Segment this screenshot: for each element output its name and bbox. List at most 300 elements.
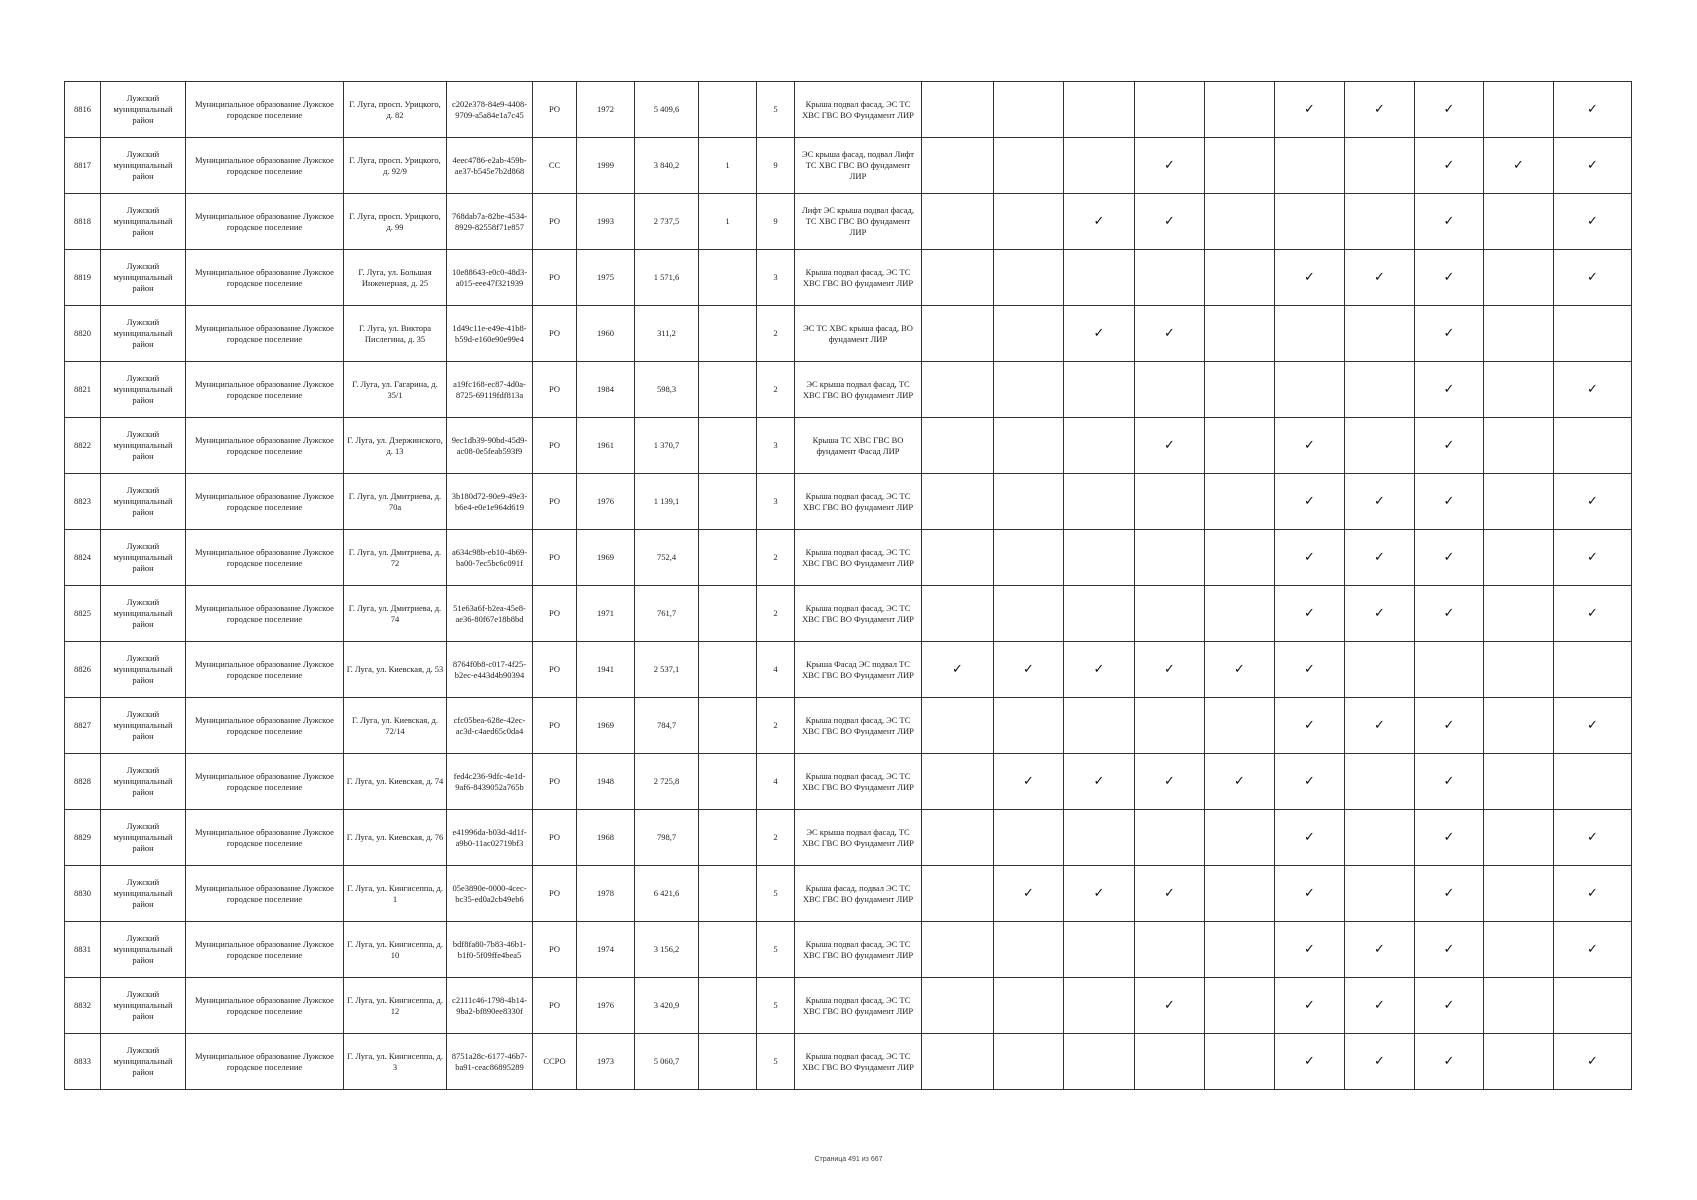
district-cell: Лужский муниципальный район	[101, 306, 186, 362]
work-check-cell-2	[994, 866, 1064, 922]
fias-id-cell: e41996da-b03d-4d1f-a9b0-11ac02719bf3	[447, 810, 533, 866]
works-list-cell: ЭС крыша фасад, подвал Лифт ТС ХВС ГВС ВО фундамент ЛИР	[795, 138, 922, 194]
municipality-cell: Муниципальное образование Лужское городское поселение	[186, 586, 344, 642]
work-check-cell-5	[1205, 642, 1275, 698]
build-year-cell: 1972	[577, 82, 635, 138]
work-check-cell-10	[1554, 642, 1632, 698]
work-check-cell-8	[1415, 866, 1484, 922]
checkmark-icon: ✓	[1374, 494, 1385, 509]
checkmark-icon: ✓	[1443, 158, 1455, 173]
municipality-cell: Муниципальное образование Лужское городское поселение	[186, 306, 344, 362]
area-cell: 598,3	[635, 362, 699, 418]
lift-count-cell	[699, 586, 757, 642]
checkmark-icon: ✓	[1587, 102, 1598, 117]
work-check-cell-9	[1484, 810, 1554, 866]
work-check-cell-4	[1135, 922, 1205, 978]
work-check-cell-1	[922, 418, 994, 474]
lift-count-cell	[699, 1034, 757, 1090]
work-check-cell-1	[922, 474, 994, 530]
floors-cell: 4	[757, 754, 795, 810]
work-check-cell-7	[1345, 698, 1415, 754]
row-number: 8820	[65, 306, 101, 362]
district-cell: Лужский муниципальный район	[101, 474, 186, 530]
fias-id-cell: 8751a28c-6177-46b7-ba91-ceac86895289	[447, 1034, 533, 1090]
district-cell: Лужский муниципальный район	[101, 810, 186, 866]
work-check-cell-7	[1345, 530, 1415, 586]
floors-cell: 5	[757, 1034, 795, 1090]
checkmark-icon: ✓	[1164, 158, 1175, 173]
lift-count-cell	[699, 810, 757, 866]
work-check-cell-1	[922, 754, 994, 810]
checkmark-icon: ✓	[1164, 326, 1175, 341]
ownership-type-cell: РО	[533, 474, 577, 530]
work-check-cell-8	[1415, 82, 1484, 138]
row-number: 8822	[65, 418, 101, 474]
municipality-cell: Муниципальное образование Лужское городское поселение	[186, 642, 344, 698]
work-check-cell-3	[1064, 138, 1135, 194]
work-check-cell-4	[1135, 306, 1205, 362]
row-number: 8828	[65, 754, 101, 810]
work-check-cell-3	[1064, 474, 1135, 530]
checkmark-icon: ✓	[1374, 998, 1385, 1013]
work-check-cell-8	[1415, 978, 1484, 1034]
checkmark-icon: ✓	[1587, 550, 1598, 565]
work-check-cell-1	[922, 82, 994, 138]
checkmark-icon: ✓	[1443, 326, 1455, 341]
work-check-cell-8	[1415, 642, 1484, 698]
checkmark-icon: ✓	[1443, 382, 1455, 397]
work-check-cell-8	[1415, 418, 1484, 474]
fias-id-cell: c2111c46-1798-4b14-9ba2-bf890ee8330f	[447, 978, 533, 1034]
checkmark-icon: ✓	[1304, 606, 1315, 621]
work-check-cell-9	[1484, 642, 1554, 698]
work-check-cell-4	[1135, 474, 1205, 530]
works-list-cell: Крыша ТС ХВС ГВС ВО фундамент Фасад ЛИР	[795, 418, 922, 474]
work-check-cell-4	[1135, 866, 1205, 922]
floors-cell: 9	[757, 194, 795, 250]
fias-id-cell: 05e3890e-0000-4cec-bc35-ed0a2cb49eb6	[447, 866, 533, 922]
work-check-cell-3	[1064, 306, 1135, 362]
fias-id-cell: a19fc168-ec87-4d0a-8725-69119fdf813a	[447, 362, 533, 418]
ownership-type-cell: РО	[533, 306, 577, 362]
work-check-cell-7	[1345, 978, 1415, 1034]
district-cell: Лужский муниципальный район	[101, 250, 186, 306]
work-check-cell-7	[1345, 866, 1415, 922]
work-check-cell-8	[1415, 530, 1484, 586]
area-cell: 2 737,5	[635, 194, 699, 250]
build-year-cell: 1973	[577, 1034, 635, 1090]
address-cell: Г. Луга, просп. Урицкого, д. 92/9	[344, 138, 447, 194]
work-check-cell-1	[922, 362, 994, 418]
build-year-cell: 1984	[577, 362, 635, 418]
floors-cell: 3	[757, 418, 795, 474]
work-check-cell-1	[922, 810, 994, 866]
work-check-cell-1	[922, 250, 994, 306]
work-check-cell-9	[1484, 922, 1554, 978]
work-check-cell-9	[1484, 1034, 1554, 1090]
work-check-cell-5	[1205, 866, 1275, 922]
work-check-cell-3	[1064, 810, 1135, 866]
work-check-cell-10	[1554, 530, 1632, 586]
municipality-cell: Муниципальное образование Лужское городское поселение	[186, 194, 344, 250]
works-list-cell: Крыша Фасад ЭС подвал ТС ХВС ГВС ВО Фундамент ЛИР	[795, 642, 922, 698]
checkmark-icon: ✓	[1304, 550, 1315, 565]
work-check-cell-9	[1484, 418, 1554, 474]
checkmark-icon: ✓	[1304, 942, 1315, 957]
checkmark-icon: ✓	[1443, 774, 1455, 789]
build-year-cell: 1974	[577, 922, 635, 978]
checkmark-icon: ✓	[1164, 774, 1175, 789]
works-list-cell: ЭС крыша подвал фасад, ТС ХВС ГВС ВО фундамент ЛИР	[795, 362, 922, 418]
work-check-cell-7	[1345, 194, 1415, 250]
district-cell: Лужский муниципальный район	[101, 642, 186, 698]
district-cell: Лужский муниципальный район	[101, 530, 186, 586]
district-cell: Лужский муниципальный район	[101, 978, 186, 1034]
build-year-cell: 1978	[577, 866, 635, 922]
checkmark-icon: ✓	[1374, 270, 1385, 285]
work-check-cell-10	[1554, 362, 1632, 418]
work-check-cell-2	[994, 754, 1064, 810]
district-cell: Лужский муниципальный район	[101, 586, 186, 642]
area-cell: 3 840,2	[635, 138, 699, 194]
lift-count-cell: 1	[699, 194, 757, 250]
work-check-cell-7	[1345, 922, 1415, 978]
work-check-cell-9	[1484, 586, 1554, 642]
checkmark-icon: ✓	[1304, 718, 1315, 733]
row-number: 8819	[65, 250, 101, 306]
work-check-cell-2	[994, 418, 1064, 474]
work-check-cell-4	[1135, 418, 1205, 474]
fias-id-cell: 8764f0b8-c017-4f25-b2ec-e443d4b90394	[447, 642, 533, 698]
work-check-cell-3	[1064, 82, 1135, 138]
area-cell: 798,7	[635, 810, 699, 866]
work-check-cell-2	[994, 1034, 1064, 1090]
checkmark-icon: ✓	[1443, 438, 1455, 453]
checkmark-icon: ✓	[1304, 438, 1315, 453]
area-cell: 1 370,7	[635, 418, 699, 474]
work-check-cell-9	[1484, 754, 1554, 810]
work-check-cell-10	[1554, 250, 1632, 306]
district-cell: Лужский муниципальный район	[101, 866, 186, 922]
work-check-cell-6	[1275, 194, 1345, 250]
checkmark-icon: ✓	[1587, 494, 1598, 509]
work-check-cell-6	[1275, 530, 1345, 586]
works-list-cell: ЭС крыша подвал фасад, ТС ХВС ГВС ВО Фундамент ЛИР	[795, 810, 922, 866]
work-check-cell-8	[1415, 250, 1484, 306]
work-check-cell-7	[1345, 250, 1415, 306]
fias-id-cell: 9ec1db39-90bd-45d9-ac08-0e5feab593f9	[447, 418, 533, 474]
lift-count-cell	[699, 922, 757, 978]
district-cell: Лужский муниципальный район	[101, 1034, 186, 1090]
address-cell: Г. Луга, ул. Киевская, д. 72/14	[344, 698, 447, 754]
work-check-cell-8	[1415, 362, 1484, 418]
fias-id-cell: 1d49c11e-e49e-41b8-b59d-e160e90e99e4	[447, 306, 533, 362]
work-check-cell-4	[1135, 194, 1205, 250]
build-year-cell: 1969	[577, 698, 635, 754]
work-check-cell-2	[994, 586, 1064, 642]
work-check-cell-7	[1345, 754, 1415, 810]
district-cell: Лужский муниципальный район	[101, 698, 186, 754]
floors-cell: 2	[757, 586, 795, 642]
table-row	[65, 978, 1632, 1034]
area-cell: 5 060,7	[635, 1034, 699, 1090]
work-check-cell-6	[1275, 418, 1345, 474]
works-list-cell: Крыша подвал фасад, ЭС ТС ХВС ГВС ВО фундамент ЛИР	[795, 922, 922, 978]
checkmark-icon: ✓	[1234, 774, 1245, 789]
work-check-cell-2	[994, 642, 1064, 698]
work-check-cell-7	[1345, 586, 1415, 642]
row-number: 8827	[65, 698, 101, 754]
municipality-cell: Муниципальное образование Лужское городское поселение	[186, 138, 344, 194]
work-check-cell-6	[1275, 1034, 1345, 1090]
floors-cell: 5	[757, 82, 795, 138]
work-check-cell-6	[1275, 922, 1345, 978]
work-check-cell-3	[1064, 978, 1135, 1034]
address-cell: Г. Луга, ул. Киевская, д. 74	[344, 754, 447, 810]
ownership-type-cell: РО	[533, 642, 577, 698]
checkmark-icon: ✓	[1374, 102, 1385, 117]
floors-cell: 2	[757, 530, 795, 586]
work-check-cell-3	[1064, 418, 1135, 474]
work-check-cell-4	[1135, 250, 1205, 306]
address-cell: Г. Луга, ул. Гагарина, д. 35/1	[344, 362, 447, 418]
table-row	[65, 866, 1632, 922]
work-check-cell-6	[1275, 754, 1345, 810]
work-check-cell-1	[922, 642, 994, 698]
work-check-cell-6	[1275, 866, 1345, 922]
address-cell: Г. Луга, ул. Киевская, д. 76	[344, 810, 447, 866]
work-check-cell-10	[1554, 586, 1632, 642]
table-row	[65, 530, 1632, 586]
work-check-cell-1	[922, 306, 994, 362]
work-check-cell-4	[1135, 530, 1205, 586]
ownership-type-cell: РО	[533, 418, 577, 474]
work-check-cell-5	[1205, 250, 1275, 306]
checkmark-icon: ✓	[1587, 886, 1598, 901]
area-cell: 784,7	[635, 698, 699, 754]
lift-count-cell	[699, 362, 757, 418]
district-cell: Лужский муниципальный район	[101, 194, 186, 250]
district-cell: Лужский муниципальный район	[101, 82, 186, 138]
works-list-cell: Крыша подвал фасад, ЭС ТС ХВС ГВС ВО Фундамент ЛИР	[795, 586, 922, 642]
checkmark-icon: ✓	[1093, 662, 1105, 677]
district-cell: Лужский муниципальный район	[101, 362, 186, 418]
work-check-cell-1	[922, 978, 994, 1034]
work-check-cell-1	[922, 698, 994, 754]
work-check-cell-2	[994, 474, 1064, 530]
build-year-cell: 1971	[577, 586, 635, 642]
table-row	[65, 82, 1632, 138]
district-cell: Лужский муниципальный район	[101, 418, 186, 474]
work-check-cell-2	[994, 922, 1064, 978]
work-check-cell-8	[1415, 194, 1484, 250]
work-check-cell-2	[994, 978, 1064, 1034]
checkmark-icon: ✓	[1164, 886, 1175, 901]
address-cell: Г. Луга, ул. Дзержинского, д. 13	[344, 418, 447, 474]
build-year-cell: 1976	[577, 978, 635, 1034]
area-cell: 311,2	[635, 306, 699, 362]
ownership-type-cell: РО	[533, 978, 577, 1034]
row-number: 8826	[65, 642, 101, 698]
work-check-cell-6	[1275, 474, 1345, 530]
work-check-cell-10	[1554, 810, 1632, 866]
area-cell: 3 156,2	[635, 922, 699, 978]
ownership-type-cell: РО	[533, 362, 577, 418]
area-cell: 1 571,6	[635, 250, 699, 306]
work-check-cell-3	[1064, 1034, 1135, 1090]
area-cell: 761,7	[635, 586, 699, 642]
checkmark-icon: ✓	[1304, 102, 1315, 117]
work-check-cell-4	[1135, 586, 1205, 642]
work-check-cell-9	[1484, 978, 1554, 1034]
work-check-cell-4	[1135, 642, 1205, 698]
work-check-cell-8	[1415, 474, 1484, 530]
address-cell: Г. Луга, ул. Большая Инженерная, д. 25	[344, 250, 447, 306]
floors-cell: 2	[757, 698, 795, 754]
municipality-cell: Муниципальное образование Лужское городское поселение	[186, 922, 344, 978]
work-check-cell-3	[1064, 250, 1135, 306]
work-check-cell-9	[1484, 474, 1554, 530]
checkmark-icon: ✓	[1304, 886, 1315, 901]
work-check-cell-10	[1554, 698, 1632, 754]
work-check-cell-3	[1064, 642, 1135, 698]
fias-id-cell: 768dab7a-82be-4534-8929-82558f71e857	[447, 194, 533, 250]
work-check-cell-3	[1064, 866, 1135, 922]
area-cell: 2 725,8	[635, 754, 699, 810]
area-cell: 2 537,1	[635, 642, 699, 698]
work-check-cell-8	[1415, 810, 1484, 866]
floors-cell: 2	[757, 362, 795, 418]
work-check-cell-9	[1484, 306, 1554, 362]
address-cell: Г. Луга, ул. Виктора Пислегина, д. 35	[344, 306, 447, 362]
district-cell: Лужский муниципальный район	[101, 922, 186, 978]
build-year-cell: 1999	[577, 138, 635, 194]
checkmark-icon: ✓	[1304, 1054, 1315, 1069]
checkmark-icon: ✓	[1023, 662, 1034, 677]
table-row	[65, 306, 1632, 362]
checkmark-icon: ✓	[1374, 606, 1385, 621]
checkmark-icon: ✓	[1587, 270, 1598, 285]
checkmark-icon: ✓	[1374, 1054, 1385, 1069]
work-check-cell-4	[1135, 978, 1205, 1034]
checkmark-icon: ✓	[1234, 662, 1245, 677]
work-check-cell-2	[994, 194, 1064, 250]
work-check-cell-5	[1205, 754, 1275, 810]
row-number: 8825	[65, 586, 101, 642]
work-check-cell-5	[1205, 362, 1275, 418]
checkmark-icon: ✓	[1513, 158, 1524, 173]
ownership-type-cell: РО	[533, 754, 577, 810]
checkmark-icon: ✓	[1443, 830, 1455, 845]
build-year-cell: 1968	[577, 810, 635, 866]
checkmark-icon: ✓	[1093, 326, 1105, 341]
work-check-cell-2	[994, 82, 1064, 138]
row-number: 8830	[65, 866, 101, 922]
checkmark-icon: ✓	[1587, 1054, 1598, 1069]
works-list-cell: Крыша подвал фасад, ЭС ТС ХВС ГВС ВО Фундамент ЛИР	[795, 754, 922, 810]
work-check-cell-2	[994, 530, 1064, 586]
checkmark-icon: ✓	[1443, 718, 1455, 733]
table-row	[65, 922, 1632, 978]
work-check-cell-4	[1135, 362, 1205, 418]
checkmark-icon: ✓	[1374, 942, 1385, 957]
work-check-cell-10	[1554, 138, 1632, 194]
fias-id-cell: 10e88643-e0c0-48d3-a015-eee47f321939	[447, 250, 533, 306]
checkmark-icon: ✓	[1587, 718, 1598, 733]
checkmark-icon: ✓	[1374, 550, 1385, 565]
work-check-cell-3	[1064, 922, 1135, 978]
checkmark-icon: ✓	[1443, 1054, 1455, 1069]
work-check-cell-9	[1484, 82, 1554, 138]
checkmark-icon: ✓	[1374, 718, 1385, 733]
row-number: 8821	[65, 362, 101, 418]
work-check-cell-4	[1135, 810, 1205, 866]
address-cell: Г. Луга, ул. Кингисеппа, д. 3	[344, 1034, 447, 1090]
checkmark-icon: ✓	[1587, 382, 1598, 397]
municipality-cell: Муниципальное образование Лужское городское поселение	[186, 362, 344, 418]
address-cell: Г. Луга, ул. Киевская, д. 53	[344, 642, 447, 698]
area-cell: 1 139,1	[635, 474, 699, 530]
work-check-cell-6	[1275, 138, 1345, 194]
work-check-cell-2	[994, 138, 1064, 194]
work-check-cell-8	[1415, 754, 1484, 810]
checkmark-icon: ✓	[1304, 270, 1315, 285]
build-year-cell: 1948	[577, 754, 635, 810]
work-check-cell-4	[1135, 698, 1205, 754]
ownership-type-cell: РО	[533, 250, 577, 306]
checkmark-icon: ✓	[1443, 942, 1455, 957]
ownership-type-cell: ССРО	[533, 1034, 577, 1090]
checkmark-icon: ✓	[1023, 774, 1034, 789]
municipality-cell: Муниципальное образование Лужское городское поселение	[186, 754, 344, 810]
work-check-cell-5	[1205, 586, 1275, 642]
area-cell: 6 421,6	[635, 866, 699, 922]
work-check-cell-3	[1064, 362, 1135, 418]
lift-count-cell	[699, 698, 757, 754]
work-check-cell-9	[1484, 194, 1554, 250]
work-check-cell-10	[1554, 754, 1632, 810]
works-list-cell: Крыша подвал фасад, ЭС ТС ХВС ГВС ВО фундамент ЛИР	[795, 978, 922, 1034]
work-check-cell-4	[1135, 82, 1205, 138]
works-list-cell: Крыша подвал фасад, ЭС ТС ХВС ГВС ВО Фундамент ЛИР	[795, 82, 922, 138]
work-check-cell-2	[994, 250, 1064, 306]
checkmark-icon: ✓	[1587, 606, 1598, 621]
address-cell: Г. Луга, ул. Дмитриева, д. 74	[344, 586, 447, 642]
lift-count-cell	[699, 754, 757, 810]
checkmark-icon: ✓	[1304, 662, 1315, 677]
build-year-cell: 1993	[577, 194, 635, 250]
checkmark-icon: ✓	[1164, 662, 1175, 677]
table-body	[65, 82, 1632, 1090]
checkmark-icon: ✓	[1443, 102, 1455, 117]
fias-id-cell: 3b180d72-90e9-49e3-b6e4-e0e1e964d619	[447, 474, 533, 530]
municipality-cell: Муниципальное образование Лужское городское поселение	[186, 866, 344, 922]
work-check-cell-10	[1554, 978, 1632, 1034]
work-check-cell-1	[922, 586, 994, 642]
work-check-cell-10	[1554, 1034, 1632, 1090]
row-number: 8833	[65, 1034, 101, 1090]
work-check-cell-5	[1205, 698, 1275, 754]
floors-cell: 5	[757, 922, 795, 978]
build-year-cell: 1961	[577, 418, 635, 474]
checkmark-icon: ✓	[1164, 998, 1175, 1013]
ownership-type-cell: РО	[533, 530, 577, 586]
work-check-cell-5	[1205, 530, 1275, 586]
work-check-cell-3	[1064, 754, 1135, 810]
floors-cell: 2	[757, 306, 795, 362]
checkmark-icon: ✓	[1304, 774, 1315, 789]
ownership-type-cell: РО	[533, 866, 577, 922]
